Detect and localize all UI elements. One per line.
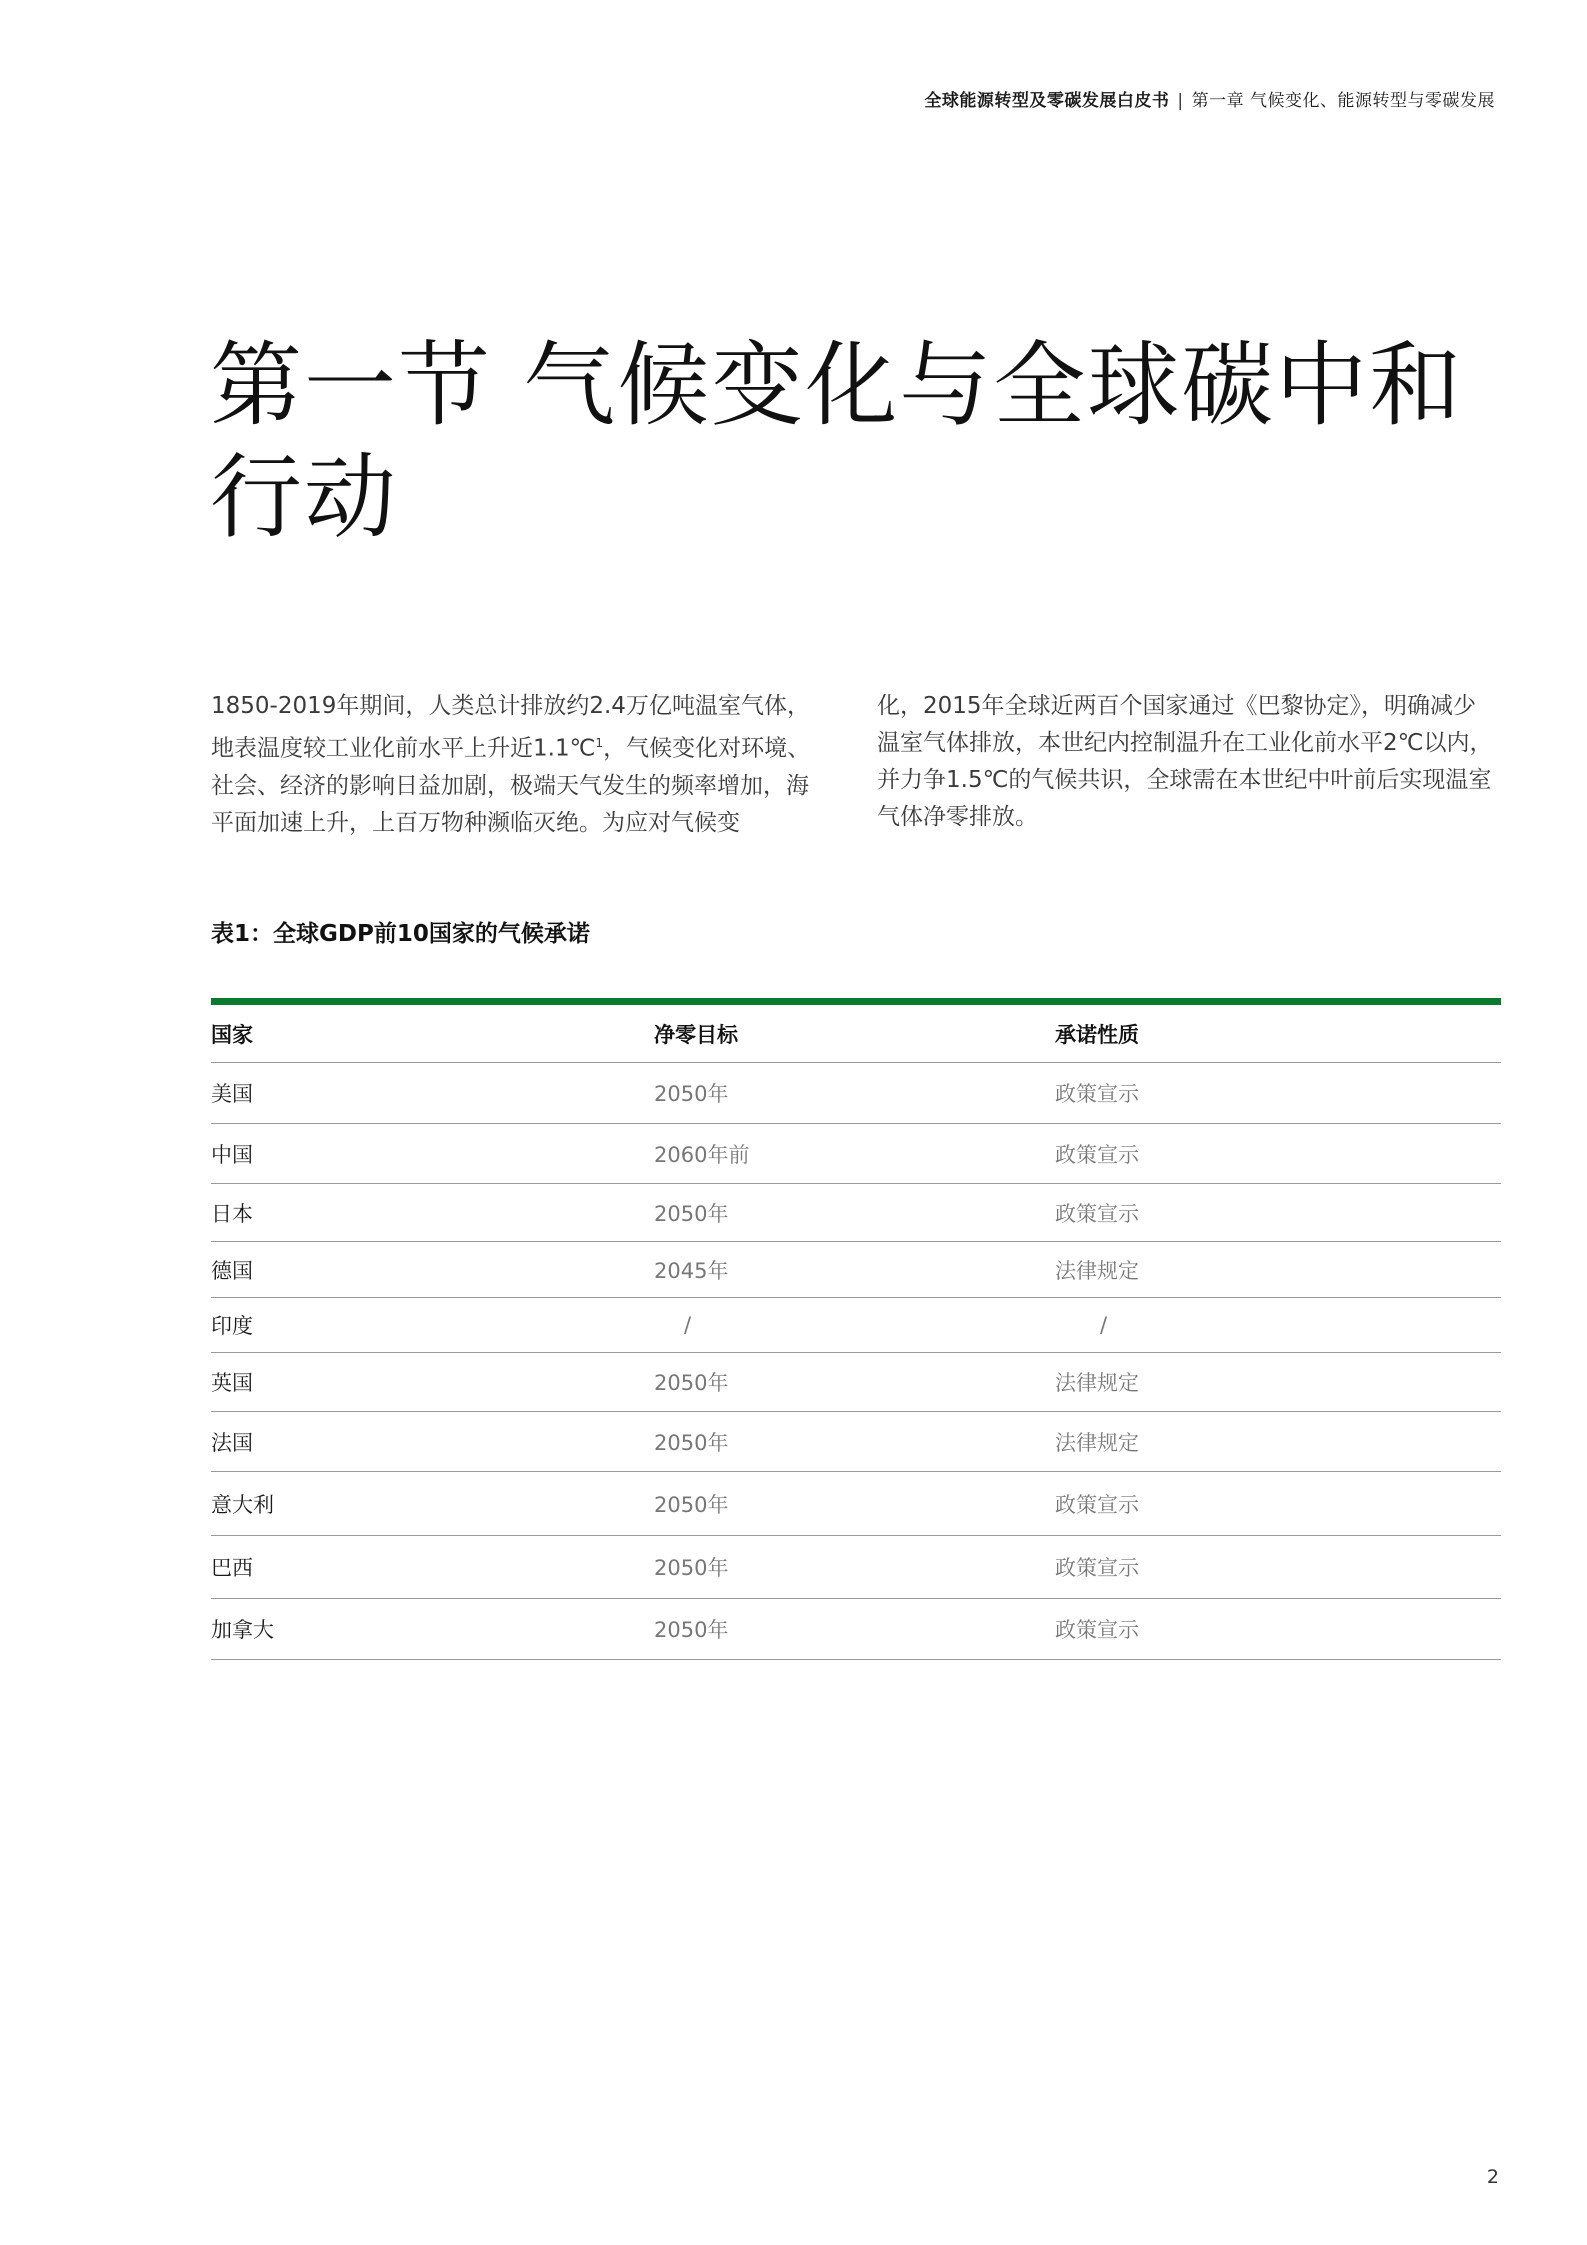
table-row <box>211 1124 1501 1184</box>
table-row <box>211 1472 1501 1536</box>
nature-cell: 政策宣示 <box>1055 1124 1501 1184</box>
target-cell: / <box>654 1298 1055 1353</box>
body-paragraph-left <box>211 688 826 842</box>
header-separator: | <box>1177 91 1184 111</box>
body-paragraph-right: 化，2015年全球近两百个国家通过《巴黎协定》，明确减少温室气体排放，本世纪内控制温升在工业化前水平2℃以内，并力争1.5℃的气候共识，全球需在本世纪中叶前后实现温室气体净零排放。 <box>877 693 1493 830</box>
climate-commitments-table <box>211 998 1501 1660</box>
table-row <box>211 1242 1501 1298</box>
column-header-country: 国家 <box>211 1002 654 1063</box>
country-cell: 意大利 <box>211 1472 654 1536</box>
target-cell: 2050年 <box>654 1599 1055 1660</box>
target-cell: 2050年 <box>654 1536 1055 1599</box>
table-row <box>211 1599 1501 1660</box>
document-title: 全球能源转型及零碳发展白皮书 <box>924 91 1170 111</box>
body-text-part-2: ，气候变化对环境、社会、经济的影响日益加剧，极端天气发生的频率增加，海平面加速上升，上百万物种濒临灭绝。为应对气候变 <box>211 735 811 836</box>
footnote-reference[interactable]: 1 <box>595 736 604 750</box>
country-cell: 巴西 <box>211 1536 654 1599</box>
nature-cell: 法律规定 <box>1055 1242 1501 1298</box>
target-cell: 2045年 <box>654 1242 1055 1298</box>
table-row <box>211 1536 1501 1599</box>
country-cell: 英国 <box>211 1353 654 1412</box>
target-cell: 2050年 <box>654 1184 1055 1242</box>
table-row <box>211 1184 1501 1242</box>
country-cell: 德国 <box>211 1242 654 1298</box>
country-cell: 印度 <box>211 1298 654 1353</box>
nature-cell: 政策宣示 <box>1055 1599 1501 1660</box>
target-cell: 2050年 <box>654 1353 1055 1412</box>
country-cell: 中国 <box>211 1124 654 1184</box>
section-title <box>210 330 1510 554</box>
nature-cell: 政策宣示 <box>1055 1536 1501 1599</box>
country-cell: 美国 <box>211 1063 654 1124</box>
table-header-row <box>211 1002 1501 1063</box>
table-caption: 表1：全球GDP前10国家的气候承诺 <box>211 921 590 947</box>
running-header <box>924 86 1495 111</box>
nature-cell: 政策宣示 <box>1055 1472 1501 1536</box>
country-cell: 法国 <box>211 1412 654 1472</box>
target-cell: 2050年 <box>654 1063 1055 1124</box>
nature-cell: 政策宣示 <box>1055 1063 1501 1124</box>
table-row <box>211 1412 1501 1472</box>
table-row <box>211 1063 1501 1124</box>
nature-cell: 法律规定 <box>1055 1353 1501 1412</box>
body-text-part-1: 1850-2019年期间，人类总计排放约2.4万亿吨温室气体，地表温度较工业化前水平上升近1.1℃ <box>211 693 810 762</box>
chapter-title: 第一章 气候变化、能源转型与零碳发展 <box>1191 91 1495 111</box>
nature-cell: 政策宣示 <box>1055 1184 1501 1242</box>
target-cell: 2050年 <box>654 1412 1055 1472</box>
column-header-commitment-nature: 承诺性质 <box>1055 1002 1501 1063</box>
table-row <box>211 1353 1501 1412</box>
country-cell: 加拿大 <box>211 1599 654 1660</box>
column-header-net-zero-target: 净零目标 <box>654 1002 1055 1063</box>
target-cell: 2050年 <box>654 1472 1055 1536</box>
table-row <box>211 1298 1501 1353</box>
page-number: 2 <box>1486 2166 1499 2188</box>
country-cell: 日本 <box>211 1184 654 1242</box>
target-cell: 2060年前 <box>654 1124 1055 1184</box>
section-title-line-2: 行动 <box>210 444 399 551</box>
nature-cell: / <box>1055 1298 1501 1353</box>
section-title-line-1: 第一节 气候变化与全球碳中和 <box>210 332 1464 439</box>
nature-cell: 法律规定 <box>1055 1412 1501 1472</box>
